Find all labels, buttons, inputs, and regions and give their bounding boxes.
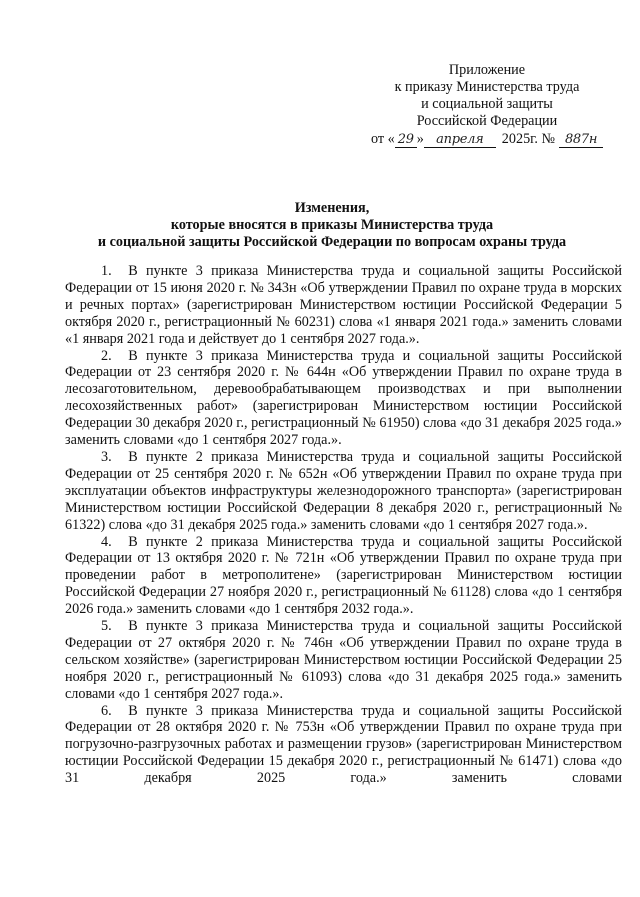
appendix-label: Приложение	[448, 62, 526, 78]
title-line-3: и социальной защиты Российской Федерации по вопросам охраны труда	[97, 234, 567, 250]
title-line-1: Изменения,	[294, 200, 370, 216]
item-text: В пункте 3 приказа Министерства труда и социальной защиты Российской Федерации от 15 июня 2020 г. № 343н «Об утверждении Правил по охране труда в морских и речных портах» (зарегистрирован Министерством юстиции Российской Федерации 5 октября 2020 г., регистрационный № 60231) слова «1 января 2021 года.» заменить словами «1 января 2021 года и действует до 1 сентября 2027 года.».	[65, 263, 622, 347]
item-4	[65, 534, 622, 619]
item-5	[65, 618, 622, 703]
item-number: 3.	[101, 448, 112, 465]
order-ref-line-1: к приказу Министерства труда	[394, 79, 580, 95]
date-quote: »	[416, 131, 424, 147]
item-2	[65, 348, 622, 449]
item-text: В пункте 3 приказа Министерства труда и социальной защиты Российской Федерации от 28 октября 2020 г. № 753н «Об утверждении Правил по охране труда при погрузочно-разгрузочных работах и размещении грузов» (зарегистрирован Министерством юстиции Российской Федерации 15 декабря 2020 г., регистрационный № 61471) слова «до 31 декабря 2025 года.» заменить словами	[65, 702, 622, 787]
title-line-2: которые вносятся в приказы Министерства труда	[170, 217, 494, 233]
item-text: В пункте 2 приказа Министерства труда и социальной защиты Российской Федерации от 25 сентября 2020 г. № 652н «Об утверждении Правил по охране труда при эксплуатации объектов инфраструктуры железнодорожного транспорта» (зарегистрирован Министерством юстиции Российской Федерации 8 декабря 2020 г., регистрационный № 61322) слова «до 31 декабря 2025 года.» заменить словами «до 1 сентября 2027 года.».	[65, 448, 622, 533]
document-title	[40, 200, 624, 251]
item-3	[65, 449, 622, 534]
date-year: 2025	[501, 131, 531, 147]
item-text: В пункте 3 приказа Министерства труда и социальной защиты Российской Федерации от 23 сентября 2020 г. № 644н «Об утверждении Правил по охране труда в лесозаготовительном, деревообрабатывающем производствах и при выполнении лесохозяйственных работ» (зарегистрирован Министерством юстиции Российской Федерации 30 декабря 2020 г., регистрационный № 61950) слова «до 31 декабря 2025 года.» заменить словами «до 1 сентября 2027 года.».	[65, 347, 622, 449]
item-number: 6.	[101, 702, 112, 719]
item-number: 4.	[101, 533, 112, 550]
date-prefix: от «	[370, 131, 395, 147]
handwritten-day: 29	[395, 132, 417, 148]
order-date-line	[352, 131, 622, 148]
handwritten-month: апреля	[424, 132, 496, 148]
item-text: В пункте 2 приказа Министерства труда и социальной защиты Российской Федерации от 13 октября 2020 г. № 721н «Об утверждении Правил по охране труда при проведении работ в метрополитене» (зарегистрирован Министерством юстиции Российской Федерации 27 ноября 2020 г., регистрационный № 61128) слова «до 1 сентября 2026 года.» заменить словами «до 1 сентября 2032 года.».	[65, 533, 622, 618]
item-1	[65, 263, 622, 348]
item-number: 5.	[101, 618, 112, 635]
order-ref-line-3: Российской Федерации	[416, 113, 558, 129]
item-text: В пункте 3 приказа Министерства труда и социальной защиты Российской Федерации от 27 октября 2020 г. № 746н «Об утверждении Правил по охране труда в сельском хозяйстве» (зарегистрирован Министерством юстиции Российской Федерации 25 ноября 2020 г., регистрационный № 61093) слова «до 31 декабря 2025 года.» заменить словами «до 1 сентября 2027 года.».	[65, 618, 622, 702]
date-suffix: г. №	[530, 131, 556, 147]
item-number: 1.	[101, 263, 112, 279]
appendix-header	[352, 62, 622, 148]
order-ref-line-2: и социальной защиты	[421, 96, 553, 112]
document-body	[65, 263, 622, 787]
handwritten-order-number: 887н	[559, 132, 603, 148]
item-6	[65, 703, 622, 788]
item-number: 2.	[101, 347, 112, 364]
